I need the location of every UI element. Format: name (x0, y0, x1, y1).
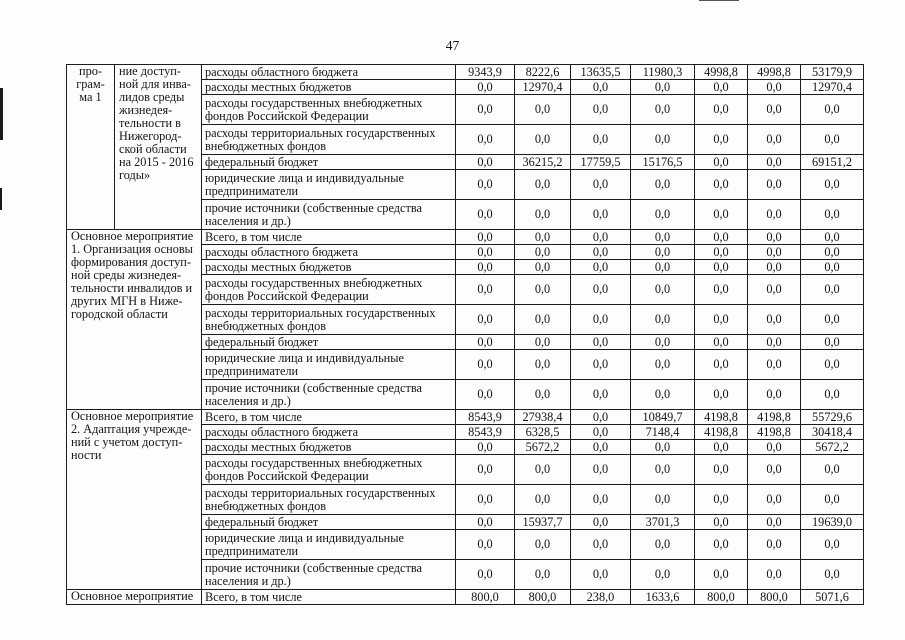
value-cell: 4198,8 (748, 410, 801, 425)
value-cell: 0,0 (631, 440, 695, 455)
total-value-cell: 0,0 (801, 170, 864, 200)
value-cell: 0,0 (631, 170, 695, 200)
value-cell: 7148,4 (631, 425, 695, 440)
value-cell: 6328,5 (515, 425, 571, 440)
value-cell: 0,0 (456, 485, 515, 515)
value-cell: 0,0 (695, 560, 748, 590)
total-value-cell: 0,0 (801, 230, 864, 245)
value-cell: 0,0 (515, 350, 571, 380)
value-cell: 0,0 (631, 530, 695, 560)
value-cell: 0,0 (456, 245, 515, 260)
value-cell: 0,0 (631, 230, 695, 245)
value-cell: 0,0 (456, 230, 515, 245)
activity-title-cell: Основное мероприятие (67, 590, 202, 605)
value-cell: 0,0 (748, 305, 801, 335)
value-cell: 27938,4 (515, 410, 571, 425)
value-cell: 10849,7 (631, 410, 695, 425)
total-value-cell: 0,0 (801, 455, 864, 485)
value-cell: 0,0 (695, 230, 748, 245)
value-cell: 0,0 (631, 200, 695, 230)
value-cell: 0,0 (456, 530, 515, 560)
budget-table (66, 64, 864, 605)
funding-source-cell: расходы территориальных государственных внебюджетных фондов (202, 305, 456, 335)
funding-source-cell: расходы областного бюджета (202, 425, 456, 440)
funding-source-cell: расходы государственных внебюджетных фондов Российской Федерации (202, 95, 456, 125)
funding-source-cell: юридические лица и индивидуальные предприниматели (202, 530, 456, 560)
value-cell: 0,0 (515, 275, 571, 305)
value-cell: 4998,8 (695, 65, 748, 80)
value-cell: 8543,9 (456, 425, 515, 440)
value-cell: 0,0 (515, 230, 571, 245)
funding-source-cell: расходы территориальных государственных внебюджетных фондов (202, 485, 456, 515)
program-title-cell: ние доступ- ной для инва- лидов среды жизнедея- тельности в Нижегород- ской области на 2015 - 2016 годы» (115, 65, 202, 230)
value-cell: 0,0 (748, 200, 801, 230)
value-cell: 0,0 (631, 80, 695, 95)
total-value-cell: 0,0 (801, 305, 864, 335)
total-value-cell: 0,0 (801, 350, 864, 380)
value-cell: 800,0 (456, 590, 515, 605)
value-cell: 0,0 (571, 455, 631, 485)
total-value-cell: 0,0 (801, 260, 864, 275)
table-row (67, 590, 864, 605)
value-cell: 0,0 (695, 350, 748, 380)
value-cell: 0,0 (631, 485, 695, 515)
value-cell: 0,0 (695, 485, 748, 515)
value-cell: 0,0 (571, 425, 631, 440)
funding-source-cell: расходы местных бюджетов (202, 260, 456, 275)
total-value-cell: 0,0 (801, 200, 864, 230)
table-row (67, 230, 864, 245)
total-value-cell: 5071,6 (801, 590, 864, 605)
value-cell: 0,0 (456, 560, 515, 590)
total-value-cell: 55729,6 (801, 410, 864, 425)
value-cell: 0,0 (748, 155, 801, 170)
value-cell: 800,0 (515, 590, 571, 605)
value-cell: 0,0 (515, 560, 571, 590)
total-value-cell: 0,0 (801, 335, 864, 350)
value-cell: 0,0 (456, 305, 515, 335)
value-cell: 0,0 (571, 350, 631, 380)
value-cell: 0,0 (748, 335, 801, 350)
activity-title-cell: Основное мероприятие 2. Адаптация учрежде- ний с учетом доступ- ности (67, 410, 202, 590)
value-cell: 8222,6 (515, 65, 571, 80)
total-value-cell: 69151,2 (801, 155, 864, 170)
value-cell: 0,0 (515, 170, 571, 200)
value-cell: 0,0 (456, 200, 515, 230)
value-cell: 0,0 (456, 515, 515, 530)
value-cell: 0,0 (571, 245, 631, 260)
value-cell: 0,0 (748, 530, 801, 560)
value-cell: 0,0 (571, 530, 631, 560)
value-cell: 800,0 (695, 590, 748, 605)
value-cell: 0,0 (631, 380, 695, 410)
value-cell: 0,0 (695, 515, 748, 530)
value-cell: 0,0 (515, 380, 571, 410)
value-cell: 0,0 (456, 275, 515, 305)
value-cell: 0,0 (571, 80, 631, 95)
value-cell: 0,0 (748, 95, 801, 125)
value-cell: 0,0 (456, 170, 515, 200)
total-value-cell: 53179,9 (801, 65, 864, 80)
value-cell: 0,0 (571, 485, 631, 515)
value-cell: 15937,7 (515, 515, 571, 530)
value-cell: 0,0 (748, 485, 801, 515)
value-cell: 13635,5 (571, 65, 631, 80)
value-cell: 0,0 (571, 230, 631, 245)
value-cell: 4198,8 (748, 425, 801, 440)
value-cell: 0,0 (748, 245, 801, 260)
value-cell: 0,0 (456, 440, 515, 455)
value-cell: 0,0 (631, 260, 695, 275)
table-row (67, 65, 864, 80)
funding-source-cell: федеральный бюджет (202, 335, 456, 350)
funding-source-cell: Всего, в том числе (202, 410, 456, 425)
value-cell: 0,0 (515, 335, 571, 350)
value-cell: 0,0 (695, 335, 748, 350)
value-cell: 0,0 (695, 440, 748, 455)
value-cell: 0,0 (456, 80, 515, 95)
value-cell: 0,0 (571, 335, 631, 350)
value-cell: 0,0 (571, 305, 631, 335)
funding-source-cell: юридические лица и индивидуальные предприниматели (202, 350, 456, 380)
value-cell: 4198,8 (695, 410, 748, 425)
funding-source-cell: прочие источники (собственные средства населения и др.) (202, 380, 456, 410)
value-cell: 0,0 (748, 275, 801, 305)
value-cell: 0,0 (748, 515, 801, 530)
value-cell: 0,0 (515, 485, 571, 515)
value-cell: 4998,8 (748, 65, 801, 80)
value-cell: 0,0 (515, 305, 571, 335)
value-cell: 0,0 (571, 380, 631, 410)
value-cell: 0,0 (748, 350, 801, 380)
page-number: 47 (445, 38, 460, 53)
value-cell: 0,0 (456, 335, 515, 350)
funding-source-cell: расходы областного бюджета (202, 245, 456, 260)
value-cell: 0,0 (695, 245, 748, 260)
value-cell: 0,0 (515, 455, 571, 485)
value-cell: 0,0 (631, 275, 695, 305)
value-cell: 0,0 (571, 200, 631, 230)
value-cell: 17759,5 (571, 155, 631, 170)
value-cell: 3701,3 (631, 515, 695, 530)
funding-source-cell: прочие источники (собственные средства населения и др.) (202, 200, 456, 230)
value-cell: 0,0 (631, 455, 695, 485)
value-cell: 0,0 (748, 560, 801, 590)
value-cell: 0,0 (515, 125, 571, 155)
total-value-cell: 0,0 (801, 485, 864, 515)
value-cell: 0,0 (456, 125, 515, 155)
value-cell: 0,0 (456, 95, 515, 125)
value-cell: 0,0 (515, 200, 571, 230)
value-cell: 4198,8 (695, 425, 748, 440)
value-cell: 0,0 (571, 170, 631, 200)
value-cell: 0,0 (571, 440, 631, 455)
funding-source-cell: прочие источники (собственные средства населения и др.) (202, 560, 456, 590)
funding-source-cell: расходы государственных внебюджетных фондов Российской Федерации (202, 275, 456, 305)
total-value-cell: 0,0 (801, 560, 864, 590)
funding-source-cell: Всего, в том числе (202, 590, 456, 605)
value-cell: 0,0 (748, 170, 801, 200)
value-cell: 0,0 (748, 230, 801, 245)
funding-source-cell: расходы государственных внебюджетных фондов Российской Федерации (202, 455, 456, 485)
funding-source-cell: федеральный бюджет (202, 155, 456, 170)
value-cell: 0,0 (695, 275, 748, 305)
funding-source-cell: федеральный бюджет (202, 515, 456, 530)
value-cell: 0,0 (748, 80, 801, 95)
value-cell: 0,0 (631, 125, 695, 155)
value-cell: 0,0 (695, 530, 748, 560)
value-cell: 0,0 (748, 455, 801, 485)
value-cell: 36215,2 (515, 155, 571, 170)
value-cell: 0,0 (515, 245, 571, 260)
total-value-cell: 0,0 (801, 530, 864, 560)
funding-source-cell: расходы областного бюджета (202, 65, 456, 80)
value-cell: 238,0 (571, 590, 631, 605)
value-cell: 0,0 (695, 125, 748, 155)
value-cell: 0,0 (631, 305, 695, 335)
value-cell: 0,0 (631, 335, 695, 350)
value-cell: 0,0 (695, 95, 748, 125)
value-cell: 8543,9 (456, 410, 515, 425)
scan-edge-mark (0, 88, 3, 140)
total-value-cell: 0,0 (801, 95, 864, 125)
value-cell: 1633,6 (631, 590, 695, 605)
value-cell: 0,0 (571, 95, 631, 125)
top-rule (699, 0, 739, 1)
value-cell: 800,0 (748, 590, 801, 605)
table-row (67, 410, 864, 425)
value-cell: 0,0 (515, 95, 571, 125)
value-cell: 0,0 (571, 560, 631, 590)
value-cell: 5672,2 (515, 440, 571, 455)
scan-edge-mark (0, 188, 2, 210)
total-value-cell: 30418,4 (801, 425, 864, 440)
value-cell: 0,0 (456, 380, 515, 410)
value-cell: 0,0 (456, 155, 515, 170)
total-value-cell: 5672,2 (801, 440, 864, 455)
value-cell: 0,0 (748, 440, 801, 455)
value-cell: 0,0 (695, 200, 748, 230)
value-cell: 0,0 (515, 260, 571, 275)
value-cell: 0,0 (515, 530, 571, 560)
funding-source-cell: юридические лица и индивидуальные предприниматели (202, 170, 456, 200)
funding-source-cell: расходы территориальных государственных внебюджетных фондов (202, 125, 456, 155)
value-cell: 0,0 (695, 380, 748, 410)
value-cell: 0,0 (695, 455, 748, 485)
value-cell: 11980,3 (631, 65, 695, 80)
value-cell: 0,0 (456, 455, 515, 485)
value-cell: 0,0 (571, 275, 631, 305)
value-cell: 0,0 (695, 155, 748, 170)
total-value-cell: 0,0 (801, 275, 864, 305)
funding-source-cell: расходы местных бюджетов (202, 440, 456, 455)
value-cell: 0,0 (748, 260, 801, 275)
value-cell: 0,0 (631, 560, 695, 590)
value-cell: 0,0 (571, 515, 631, 530)
activity-title-cell: Основное мероприятие 1. Организация основы формирования доступ- ной среды жизнедея- тельности инвалидов и других МГН в Ниже- городской области (67, 230, 202, 410)
value-cell: 0,0 (631, 95, 695, 125)
program-label-cell: про- грам- ма 1 (67, 65, 115, 230)
value-cell: 9343,9 (456, 65, 515, 80)
value-cell: 0,0 (748, 380, 801, 410)
value-cell: 15176,5 (631, 155, 695, 170)
value-cell: 0,0 (571, 410, 631, 425)
value-cell: 0,0 (695, 305, 748, 335)
value-cell: 0,0 (571, 260, 631, 275)
value-cell: 0,0 (456, 350, 515, 380)
value-cell: 12970,4 (515, 80, 571, 95)
value-cell: 0,0 (748, 125, 801, 155)
value-cell: 0,0 (456, 260, 515, 275)
total-value-cell: 19639,0 (801, 515, 864, 530)
value-cell: 0,0 (695, 80, 748, 95)
total-value-cell: 0,0 (801, 245, 864, 260)
value-cell: 0,0 (631, 350, 695, 380)
value-cell: 0,0 (631, 245, 695, 260)
funding-source-cell: расходы местных бюджетов (202, 80, 456, 95)
value-cell: 0,0 (695, 170, 748, 200)
value-cell: 0,0 (695, 260, 748, 275)
funding-source-cell: Всего, в том числе (202, 230, 456, 245)
total-value-cell: 12970,4 (801, 80, 864, 95)
total-value-cell: 0,0 (801, 380, 864, 410)
total-value-cell: 0,0 (801, 125, 864, 155)
value-cell: 0,0 (571, 125, 631, 155)
